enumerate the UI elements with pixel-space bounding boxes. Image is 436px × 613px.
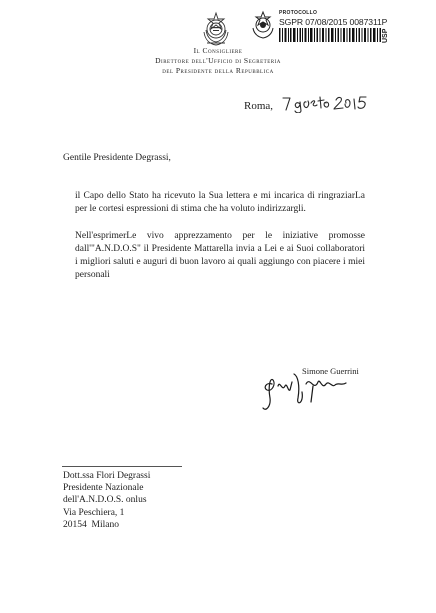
protocol-number: SGPR 07/08/2015 0087311P <box>279 17 388 27</box>
office-subtitle: Direttore dell'Ufficio di Segreteria <box>155 56 281 66</box>
salutation: Gentile Presidente Degrassi, <box>63 153 171 163</box>
office-heading <box>0 46 436 77</box>
signer-name: Simone Guerrini <box>302 366 359 376</box>
protocol-stamp <box>249 8 399 44</box>
handwritten-signature <box>258 362 358 414</box>
address-rule <box>62 466 182 467</box>
address-role: Presidente Nazionale <box>63 483 144 494</box>
stamp-label: PROTOCOLLO <box>279 10 318 16</box>
office-subtitle-2: del Presidente della Repubblica <box>162 66 274 76</box>
republic-emblem-icon <box>199 10 233 48</box>
stamp-side-code: USP <box>382 28 389 44</box>
address-recipient: Dott.ssa Flori Degrassi <box>63 471 151 481</box>
handwritten-date <box>280 91 376 113</box>
address-organization: dell'A.N.D.O.S. onlus <box>63 495 147 506</box>
letter-paragraph-2: Nell'esprimerLe vivo apprezzamento per le iniziative promosse dall'"A.N.D.O.S" il Presidente Mattarella invia a Lei e ai Suoi collaboratori i migliori saluti e auguri di buon lavoro ai quali aggiungo con piacere i miei personali <box>75 231 365 280</box>
letter-paragraph-1: il Capo dello Stato ha ricevuto la Sua lettera e mi incarica di ringraziarLa per le cortesi espressioni di stima che ha voluto indirizzargli. <box>75 191 365 214</box>
recipient-address <box>63 470 150 531</box>
address-city: 20154 Milano <box>63 519 119 530</box>
stamp-emblem-icon <box>249 10 277 40</box>
barcode <box>279 28 391 42</box>
date-city: Roma, <box>244 100 274 112</box>
office-title: Il Consigliere <box>193 46 243 55</box>
address-street: Via Peschiera, 1 <box>63 507 125 518</box>
